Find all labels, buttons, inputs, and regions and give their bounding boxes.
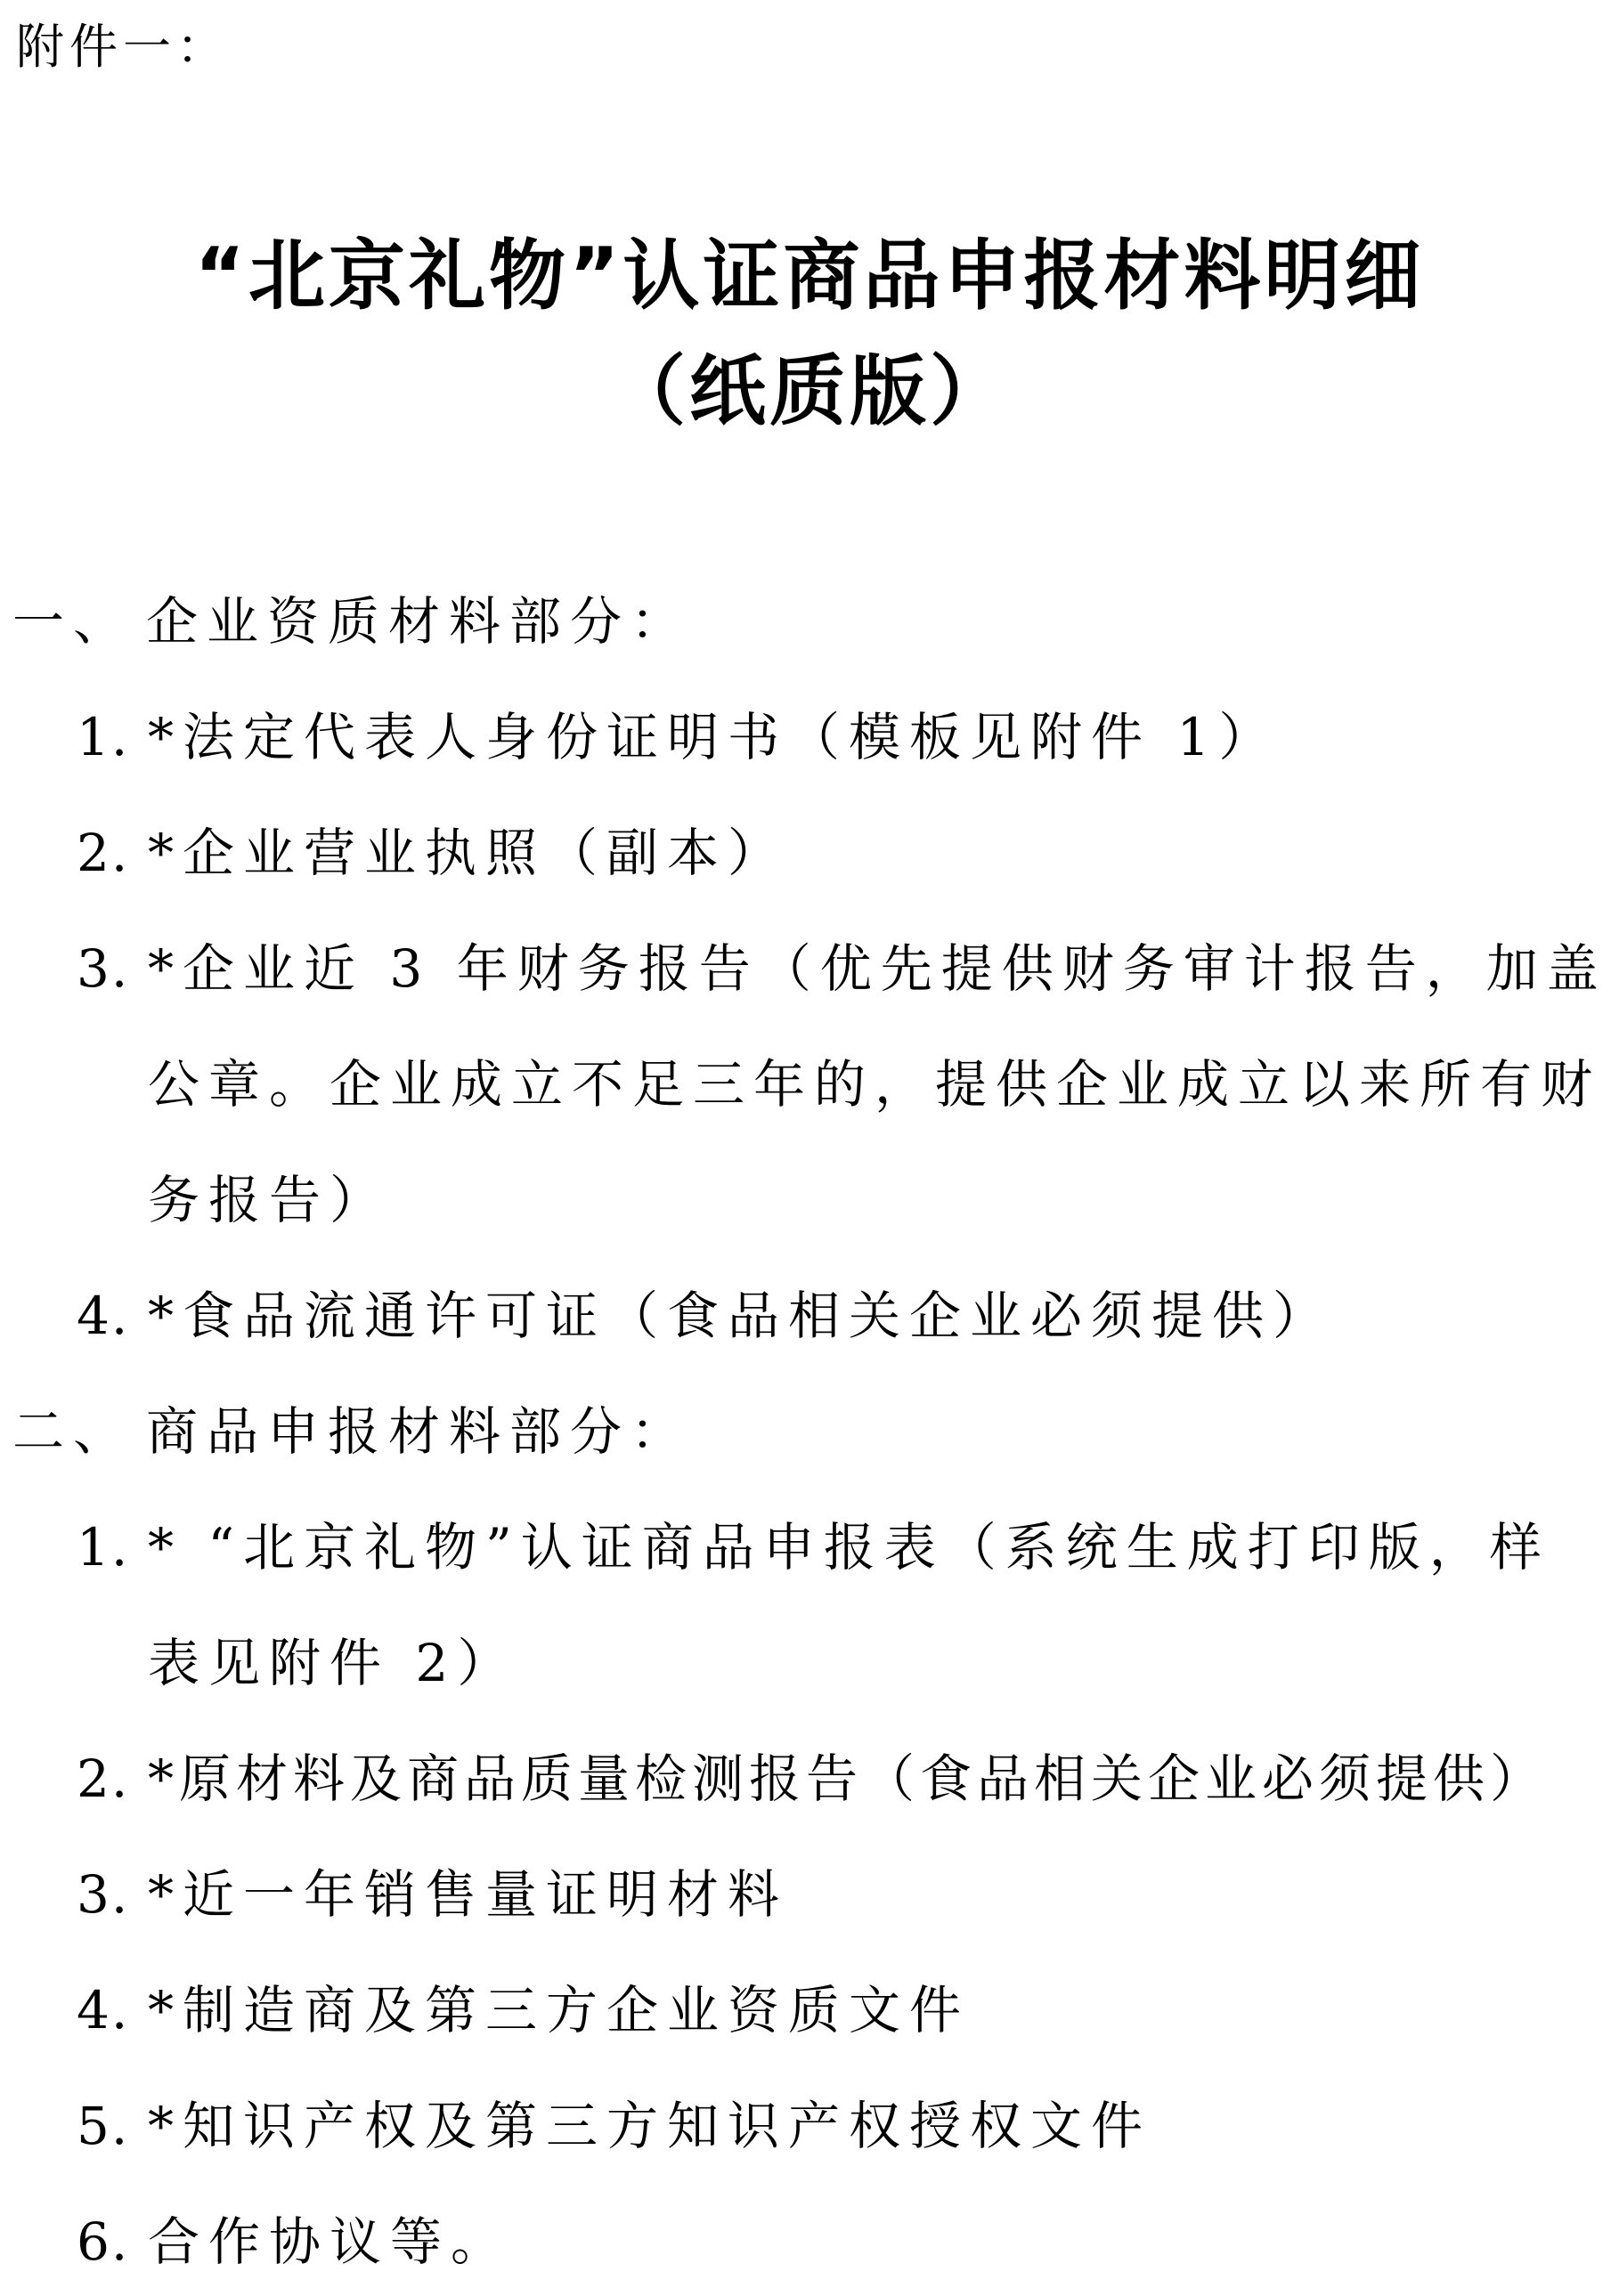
item-text: 合作协议等。 [148,2211,512,2272]
item-number: 3. [77,1864,130,1925]
item-number: 1. [77,1517,130,1578]
item-number: 3. [77,938,130,999]
item-text: *企业营业执照（副本） [148,823,789,883]
list-item-continuation: 务报告） [148,1170,391,1230]
page-title-line1: “北京礼物”认证商品申报材料明细 [194,231,1425,320]
item-text: *企业近 3 年财务报告（优先提供财务审计报告，加盖 [148,938,1607,999]
list-item [77,1512,1550,1583]
item-text: *法定代表人身份证明书（模板见附件 1） [148,707,1280,767]
item-number: 4. [77,1286,130,1346]
list-item [77,817,788,888]
item-text: *近一年销售量证明材料 [148,1864,789,1925]
item-number: 4. [77,1980,130,2040]
list-item [77,1975,970,2046]
attachment-label: 附件一： [16,19,230,75]
list-item-continuation: 公章。企业成立不足三年的，提供企业成立以来所有财 [148,1054,1602,1115]
item-number: 1. [77,707,130,767]
item-number: 5. [77,2096,130,2156]
section-heading-2 [12,1396,691,1467]
section-title: 商品申报材料部分： [146,1401,692,1462]
page-title-line2: （纸质版） [609,347,1010,436]
list-item [77,2206,511,2277]
section-number: 二、 [12,1401,134,1462]
list-item [77,933,1607,1004]
list-item-continuation: 表见附件 2） [148,1633,518,1693]
list-item [77,1743,1547,1814]
section-heading-1 [12,586,691,657]
item-text: *制造商及第三方企业资质文件 [148,1980,971,2040]
list-item [77,1280,1333,1351]
list-item [77,1859,788,1930]
item-text: *食品流通许可证（食品相关企业必须提供） [148,1286,1334,1346]
item-number: 6. [77,2211,130,2272]
list-item [77,2090,1151,2162]
item-text: * “北京礼物”认证商品申报表（系统生成打印版，样 [148,1517,1550,1578]
item-number: 2. [77,823,130,883]
item-number: 2. [77,1748,130,1809]
list-item [77,702,1279,773]
item-text: *知识产权及第三方知识产权授权文件 [148,2096,1152,2156]
section-title: 企业资质材料部分： [146,591,692,652]
item-text: *原材料及商品质量检测报告（食品相关企业必须提供） [148,1748,1548,1809]
section-number: 一、 [12,591,134,652]
